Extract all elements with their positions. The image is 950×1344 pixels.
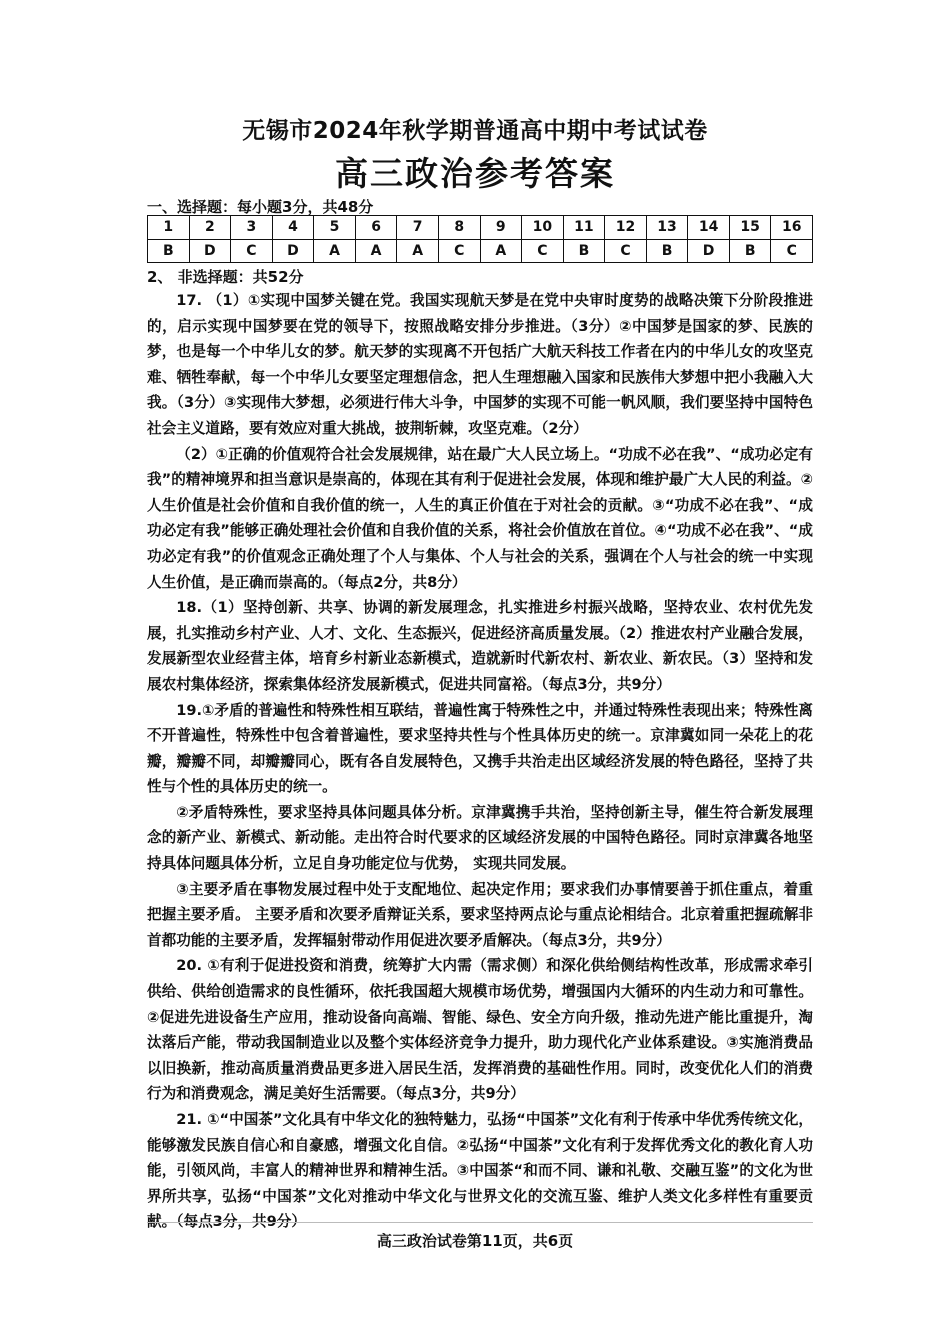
question-number: 9 bbox=[480, 216, 522, 240]
answer-cell: C bbox=[438, 239, 480, 263]
answer-key-table bbox=[147, 215, 813, 263]
footer-divider bbox=[147, 1222, 813, 1223]
question-number: 15 bbox=[729, 216, 771, 240]
answer-cell: B bbox=[729, 239, 771, 263]
answer-body bbox=[147, 288, 813, 1235]
answer-cell: A bbox=[314, 239, 356, 263]
question-number: 12 bbox=[605, 216, 647, 240]
answer-cell: C bbox=[605, 239, 647, 263]
page-footer: 高三政治试卷第11页，共6页 bbox=[376, 1232, 574, 1250]
question-number-row bbox=[148, 216, 813, 240]
question-number: 2 bbox=[189, 216, 231, 240]
question-number: 5 bbox=[314, 216, 356, 240]
question-number: 1 bbox=[148, 216, 190, 240]
answer-paragraph-q19-3: ③主要矛盾在事物发展过程中处于支配地位、起决定作用；要求我们办事情要善于抓住重点，着重把握主要矛盾。 主要矛盾和次要矛盾辩证关系，要求坚持两点论与重点论相结合。北京着重把握疏解非首都功能的主要矛盾，发挥辐射带动作用促进次要矛盾解决。（每点3分，共9分） bbox=[147, 880, 813, 949]
section-heading-multiple-choice: 一、选择题：每小题3分，共48分 bbox=[147, 198, 374, 216]
answer-row bbox=[148, 239, 813, 263]
answer-cell: A bbox=[480, 239, 522, 263]
answer-cell: A bbox=[355, 239, 397, 263]
question-number: 7 bbox=[397, 216, 439, 240]
answer-cell: B bbox=[563, 239, 605, 263]
answer-paragraph-q19-2: ②矛盾特殊性，要求坚持具体问题具体分析。京津冀携手共治，坚持创新主导，催生符合新发展理念的新产业、新模式、新动能。走出符合时代要求的区域经济发展的中国特色路径。同时京津冀各地坚持具体问题具体分析，立足自身功能定位与优势， 实现共同发展。 bbox=[147, 803, 813, 873]
answer-cell: B bbox=[646, 239, 688, 263]
answer-paragraph-q18: 18.（1）坚持创新、共享、协调的新发展理念，扎实推进乡村振兴战略，坚持农业、农村优先发展，扎实推动乡村产业、人才、文化、生态振兴，促进经济高质量发展。（2）推进农村产业融合发展，发展新型农业经营主体，培育乡村新业态新模式，造就新时代新农村、新农业、新农民。（3）坚持和发展农村集体经济，探索集体经济发展新模式，促进共同富裕。（每点3分，共9分） bbox=[147, 599, 813, 693]
question-number: 6 bbox=[355, 216, 397, 240]
answer-cell: C bbox=[522, 239, 564, 263]
question-number: 16 bbox=[771, 216, 813, 240]
exam-title: 无锡市2024年秋学期普通高中期中考试试卷 bbox=[242, 118, 708, 144]
question-number: 10 bbox=[522, 216, 564, 240]
answer-paragraph-q17-2: （2）①正确的价值观符合社会发展规律，站在最广大人民立场上。“功成不必在我”、“成功必定有我”的精神境界和担当意识是崇高的，体现在其有利于促进社会发展，体现和维护最广大人民的利益。②人生价值是社会价值和自我价值的统一，人生的真正价值在于对社会的贡献。③“功成不必在我”、“成功必定有我”能够正确处理社会价值和自我价值的关系，将社会价值放在首位。④“功成不必在我”、“成功必定有我”的价值观念正确处理了个人与集体、个人与社会的关系，强调在个人与社会的统一中实现人生价值，是正确而崇高的。（每点2分，共8分） bbox=[147, 445, 813, 591]
answer-cell: A bbox=[397, 239, 439, 263]
question-number: 13 bbox=[646, 216, 688, 240]
answer-paragraph-q21: 21. ①“中国茶”文化具有中华文化的独特魅力，弘扬“中国茶”文化有利于传承中华优秀传统文化，能够激发民族自信心和自豪感，增强文化自信。②弘扬“中国茶”文化有利于发挥优秀文化的教化育人功能，引领风尚，丰富人的精神世界和精神生活。③中国茶“和而不同、谦和礼敬、交融互鉴”的文化为世界所共享，弘扬“中国茶”文化对推动中华文化与世界文化的交流互鉴、维护人类文化多样性有重要贡献。（每点3分，共9分） bbox=[147, 1111, 813, 1231]
answer-paragraph-q20: 20. ①有利于促进投资和消费，统筹扩大内需（需求侧）和深化供给侧结构性改革，形成需求牵引供给、供给创造需求的良性循环，依托我国超大规模市场优势，增强国内大循环的内生动力和可靠性。②促进先进设备生产应用，推动设备向高端、智能、绿色、安全方向升级，推动先进产能比重提升，淘汰落后产能，带动我国制造业以及整个实体经济竞争力提升，助力现代化产业体系建设。③实施消费品以旧换新，推动高质量消费品更多进入居民生活，发挥消费的基础性作用。同时，改变优化人们的消费行为和消费观念，满足美好生活需要。（每点3分，共9分） bbox=[147, 957, 813, 1103]
question-number: 3 bbox=[231, 216, 273, 240]
answer-cell: C bbox=[231, 239, 273, 263]
answer-cell: D bbox=[688, 239, 730, 263]
answer-cell: D bbox=[189, 239, 231, 263]
question-number: 11 bbox=[563, 216, 605, 240]
question-number: 4 bbox=[272, 216, 314, 240]
question-number: 8 bbox=[438, 216, 480, 240]
question-number: 14 bbox=[688, 216, 730, 240]
answer-paragraph-q19-1: 19.①矛盾的普遍性和特殊性相互联结，普遍性寓于特殊性之中，并通过特殊性表现出来；特殊性离不开普遍性，特殊性中包含着普遍性，要求坚持共性与个性具体历史的统一。京津冀如同一朵花上的花瓣，瓣瓣不同，却瓣瓣同心，既有各自发展特色，又携手共治走出区域经济发展的特色路径，坚持了共性与个性的具体历史的统一。 bbox=[147, 701, 813, 796]
answer-cell: C bbox=[771, 239, 813, 263]
section-heading-open-questions: 2、 非选择题：共52分 bbox=[147, 268, 304, 286]
document-title: 高三政治参考答案 bbox=[335, 154, 615, 193]
answer-cell: D bbox=[272, 239, 314, 263]
answer-cell: B bbox=[148, 239, 190, 263]
answer-paragraph-q17-1: 17. （1）①实现中国梦关键在党。我国实现航天梦是在党中央审时度势的战略决策下分阶段推进的，启示实现中国梦要在党的领导下，按照战略安排分步推进。（3分）②中国梦是国家的梦、民族的梦，也是每一个中华儿女的梦。航天梦的实现离不开包括广大航天科技工作者在内的中华儿女的攻坚克难、牺牲奉献，每一个中华儿女要坚定理想信念，把人生理想融入国家和民族伟大梦想中把小我融入大我。（3分）③实现伟大梦想，必须进行伟大斗争，中国梦的实现不可能一帆风顺，我们要坚持中国特色社会主义道路，要有效应对重大挑战，披荆斩棘，攻坚克难。（2分） bbox=[147, 292, 813, 437]
